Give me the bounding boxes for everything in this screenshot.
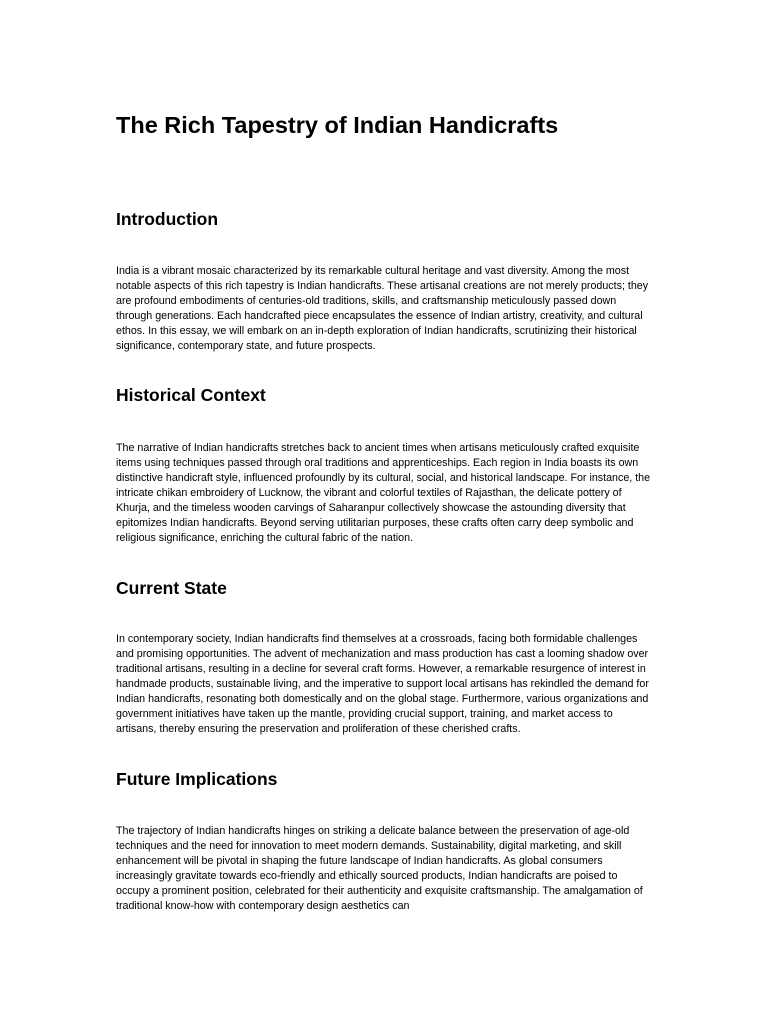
section-heading-introduction: Introduction [116,209,219,229]
document-title: The Rich Tapestry of Indian Handicrafts [116,112,559,138]
section-paragraph-future-implications: The trajectory of Indian handicrafts hinges on striking a delicate balance between the preservation of age-old techniques and the need for innovation to meet modern demands. Sustainability, digital marketing, and skill enhancement will be pivotal in shaping the future landscape of Indian handicrafts. As global consumers increasingly gravitate towards eco-friendly and ethically sourced products, Indian handicrafts are poised to occupy a prominent position, celebrated for their authenticity and exquisite craftsmanship. The amalgamation of traditional know-how with contemporary design aesthetics can [116,825,643,912]
section-heading-future-implications: Future Implications [116,769,278,789]
section-heading-historical-context: Historical Context [116,385,266,405]
section-paragraph-current-state: In contemporary society, Indian handicrafts find themselves at a crossroads, facing both formidable challenges and promising opportunities. The advent of mechanization and mass production has cast a looming shadow over traditional artisans, resulting in a decline for several craft forms. However, a remarkable resurgence of interest in handmade products, sustainable living, and the imperative to support local artisans has rekindled the demand for Indian handicrafts, resonating both domestically and on the global stage. Furthermore, various organizations and government initiatives have taken up the mantle, providing crucial support, training, and market access to artisans, thereby ensuring the preservation and proliferation of these cherished crafts. [116,633,649,735]
section-paragraph-historical-context: The narrative of Indian handicrafts stretches back to ancient times when artisans meticulously crafted exquisite items using techniques passed through oral traditions and apprenticeships. Each region in India boasts its own distinctive handicraft style, influenced profoundly by its cultural, social, and historical landscape. For instance, the intricate chikan embroidery of Lucknow, the vibrant and colorful textiles of Rajasthan, the delicate pottery of Khurja, and the timeless wooden carvings of Saharanpur collectively showcase the astounding diversity that epitomizes Indian handicrafts. Beyond serving utilitarian purposes, these crafts often carry deep symbolic and religious significance, enriching the cultural fabric of the nation. [116,442,651,544]
section-heading-current-state: Current State [116,578,227,598]
section-paragraph-introduction: India is a vibrant mosaic characterized by its remarkable cultural heritage and vast diversity. Among the most notable aspects of this rich tapestry is Indian handicrafts. These artisanal creations are not merely products; they are profound embodiments of centuries-old traditions, skills, and craftsmanship meticulously passed down through generations. Each handcrafted piece encapsulates the essence of Indian artistry, creativity, and cultural ethos. In this essay, we will embark on an in-depth exploration of Indian handicrafts, scrutinizing their historical significance, contemporary state, and future prospects. [116,265,649,352]
